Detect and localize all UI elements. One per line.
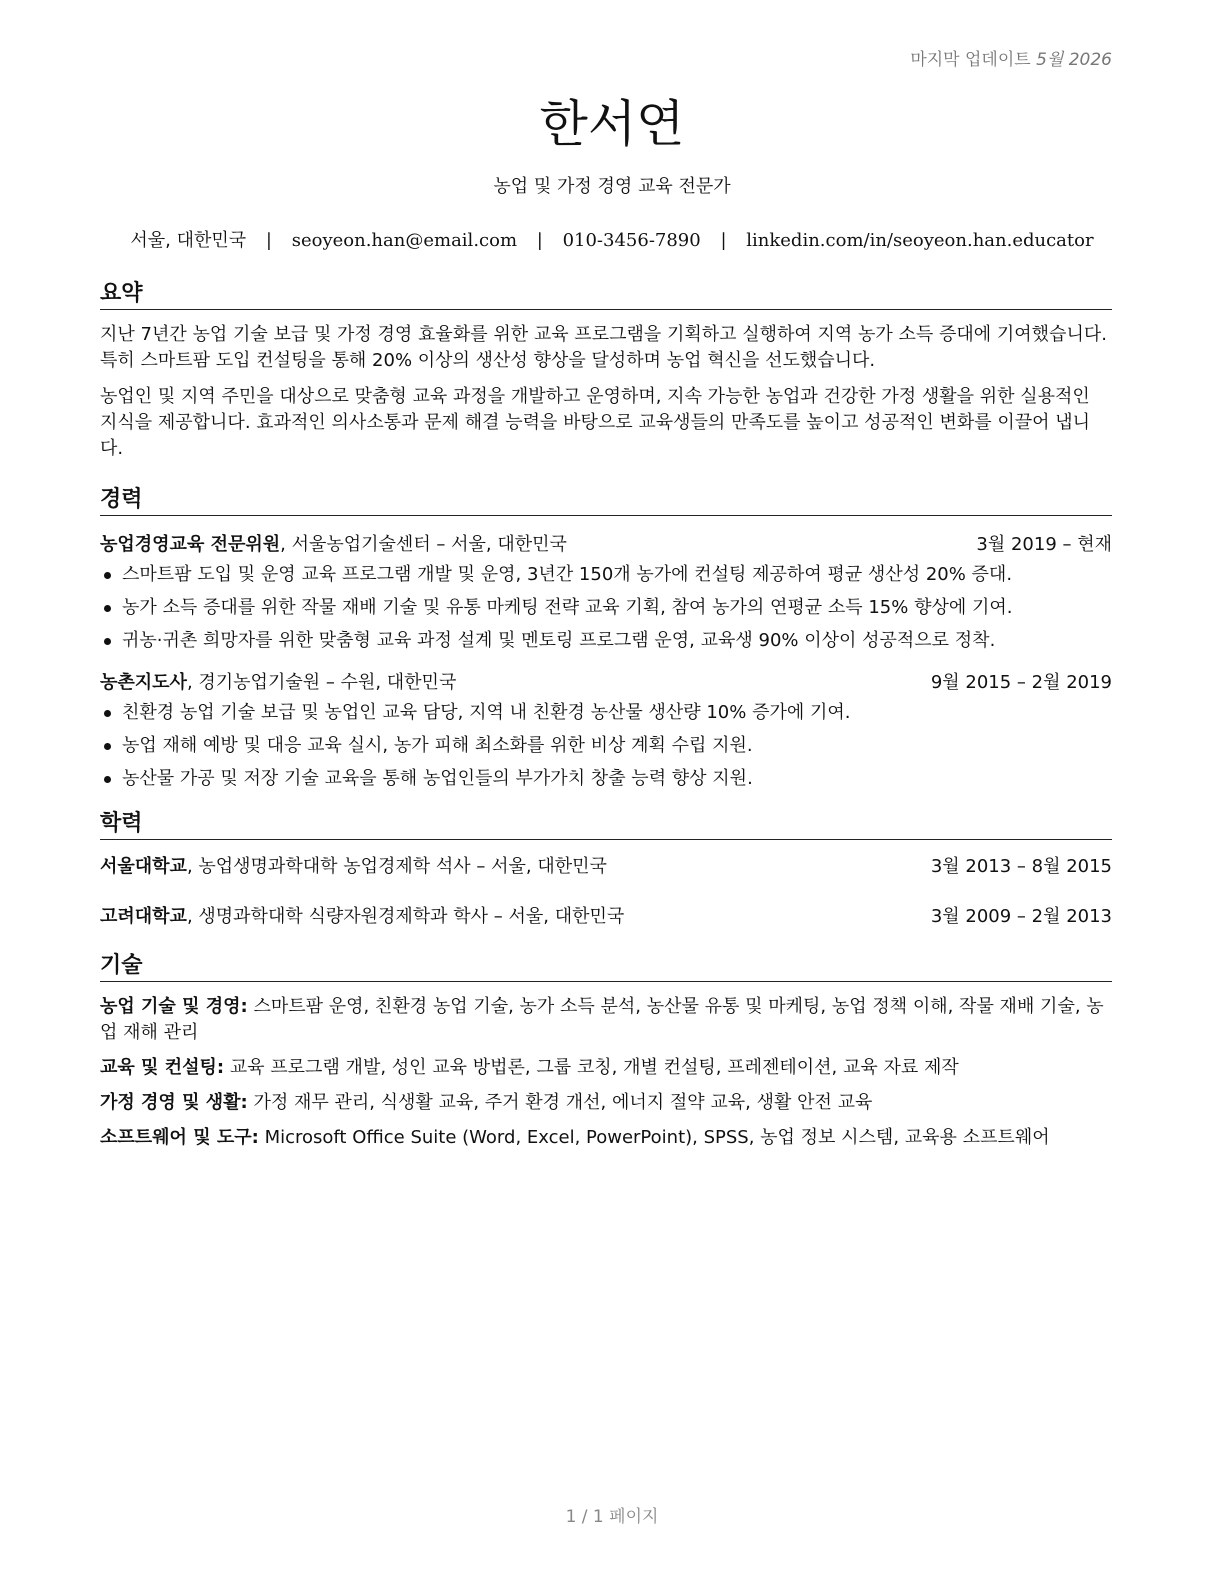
section-title-education: 학력 (100, 806, 1112, 840)
summary-paragraph: 농업인 및 지역 주민을 대상으로 맞춤형 교육 과정을 개발하고 운영하며, 지속 가능한 농업과 건강한 가정 생활을 위한 실용적인 지식을 제공합니다. 효과적인 의사소통과 문제 해결 능력을 바탕으로 교육생들의 만족도를 높이고 성공적인 변화를 이끌어 냅니다. (100, 386, 1090, 459)
skill-text: 가정 재무 관리, 식생활 교육, 주거 환경 개선, 에너지 절약 교육, 생활 안전 교육 (247, 1092, 873, 1113)
education-title-line (100, 904, 624, 930)
skill-text: 교육 프로그램 개발, 성인 교육 방법론, 그룹 코칭, 개별 컨설팅, 프레젠테이션, 교육 자료 제작 (224, 1057, 959, 1078)
last-updated-date: 5월 2026 (1036, 50, 1112, 70)
last-updated (910, 45, 1112, 70)
education-detail: , 농업생명과학대학 농업경제학 석사 – 서울, 대한민국 (186, 856, 607, 877)
job-organization: , 서울농업기술센터 – 서울, 대한민국 (280, 534, 567, 555)
job-organization: , 경기농업기술원 – 수원, 대한민국 (186, 672, 457, 693)
education-entry (100, 854, 1112, 880)
list-item: 농산물 가공 및 저장 기술 교육을 통해 농업인들의 부가가치 창출 능력 향상 지원. (100, 766, 1112, 792)
resume-body (100, 276, 1112, 1151)
list-item: 친환경 농업 기술 보급 및 농업인 교육 담당, 지역 내 친환경 농산물 생산량 10% 증가에 기여. (100, 700, 1112, 726)
education-school: 고려대학교 (100, 906, 187, 927)
job-bullets (100, 700, 1112, 792)
page-number: 1 / 1 페이지 (565, 1507, 659, 1527)
skill-text: 스마트팜 운영, 친환경 농업 기술, 농가 소득 분석, 농산물 유통 및 마케팅, 농업 정책 이해, 작물 재배 기술, 농업 재해 관리 (100, 996, 1104, 1043)
skill-text: Microsoft Office Suite (Word, Excel, PowerPoint), SPSS, 농업 정보 시스템, 교육용 소프트웨어 (258, 1127, 1050, 1148)
list-item: 스마트팜 도입 및 운영 교육 프로그램 개발 및 운영, 3년간 150개 농가에 컨설팅 제공하여 평균 생산성 20% 증대. (100, 562, 1112, 588)
job-role: 농업경영교육 전문위원 (100, 534, 281, 555)
education-dates: 3월 2013 – 8월 2015 (930, 856, 1112, 877)
contact-line (0, 226, 1224, 252)
contact-email[interactable]: seoyeon.han@email.com (291, 230, 518, 251)
contact-separator: | (720, 230, 727, 251)
job-entry (100, 670, 1112, 792)
job-title-line (100, 532, 567, 558)
contact-linkedin[interactable]: linkedin.com/in/seoyeon.han.educator (746, 230, 1094, 251)
list-item: 농가 소득 증대를 위한 작물 재배 기술 및 유통 마케팅 전략 교육 기획, 참여 농가의 연평균 소득 15% 향상에 기여. (100, 595, 1112, 621)
summary-paragraph: 지난 7년간 농업 기술 보급 및 가정 경영 효율화를 위한 교육 프로그램을 기획하고 실행하여 지역 농가 소득 증대에 기여했습니다. 특히 스마트팜 도입 컨설팅을 통해 20% 이상의 생산성 향상을 달성하며 농업 혁신을 선도했습니다. (100, 324, 1107, 371)
skill-label: 가정 경영 및 생활: (100, 1092, 248, 1113)
education-entry (100, 904, 1112, 930)
professional-title: 농업 및 가정 경영 교육 전문가 (493, 176, 731, 197)
contact-location: 서울, 대한민국 (130, 230, 247, 251)
education-dates: 3월 2009 – 2월 2013 (930, 906, 1112, 927)
section-title-skills: 기술 (100, 948, 1112, 982)
contact-separator: | (265, 230, 272, 251)
list-item: 농업 재해 예방 및 대응 교육 실시, 농가 피해 최소화를 위한 비상 계획 수립 지원. (100, 733, 1112, 759)
section-title-summary: 요약 (100, 276, 1112, 310)
job-role: 농촌지도사 (100, 672, 187, 693)
summary-section (100, 276, 1112, 462)
experience-section (100, 482, 1112, 792)
job-entry (100, 532, 1112, 654)
skill-row (100, 994, 1112, 1046)
job-bullets (100, 562, 1112, 654)
skill-label: 농업 기술 및 경영: (100, 996, 248, 1017)
education-section (100, 806, 1112, 930)
last-updated-label: 마지막 업데이트 (910, 50, 1031, 70)
section-title-experience: 경력 (100, 482, 1112, 516)
skill-label: 교육 및 컨설팅: (100, 1057, 225, 1078)
education-title-line (100, 854, 607, 880)
contact-phone: 010-3456-7890 (562, 230, 701, 251)
education-detail: , 생명과학대학 식량자원경제학과 학사 – 서울, 대한민국 (186, 906, 625, 927)
skills-section (100, 948, 1112, 1151)
job-header (100, 532, 1112, 558)
contact-separator: | (536, 230, 543, 251)
job-dates: 9월 2015 – 2월 2019 (930, 672, 1112, 693)
job-header (100, 670, 1112, 696)
list-item: 귀농·귀촌 희망자를 위한 맞춤형 교육 과정 설계 및 멘토링 프로그램 운영, 교육생 90% 이상이 성공적으로 정착. (100, 628, 1112, 654)
skill-label: 소프트웨어 및 도구: (100, 1127, 259, 1148)
skill-row (100, 1090, 1112, 1116)
skill-row (100, 1125, 1112, 1151)
candidate-name: 한서연 (539, 95, 685, 153)
education-school: 서울대학교 (100, 856, 187, 877)
job-dates: 3월 2019 – 현재 (976, 534, 1112, 555)
skill-row (100, 1055, 1112, 1081)
job-title-line (100, 670, 456, 696)
